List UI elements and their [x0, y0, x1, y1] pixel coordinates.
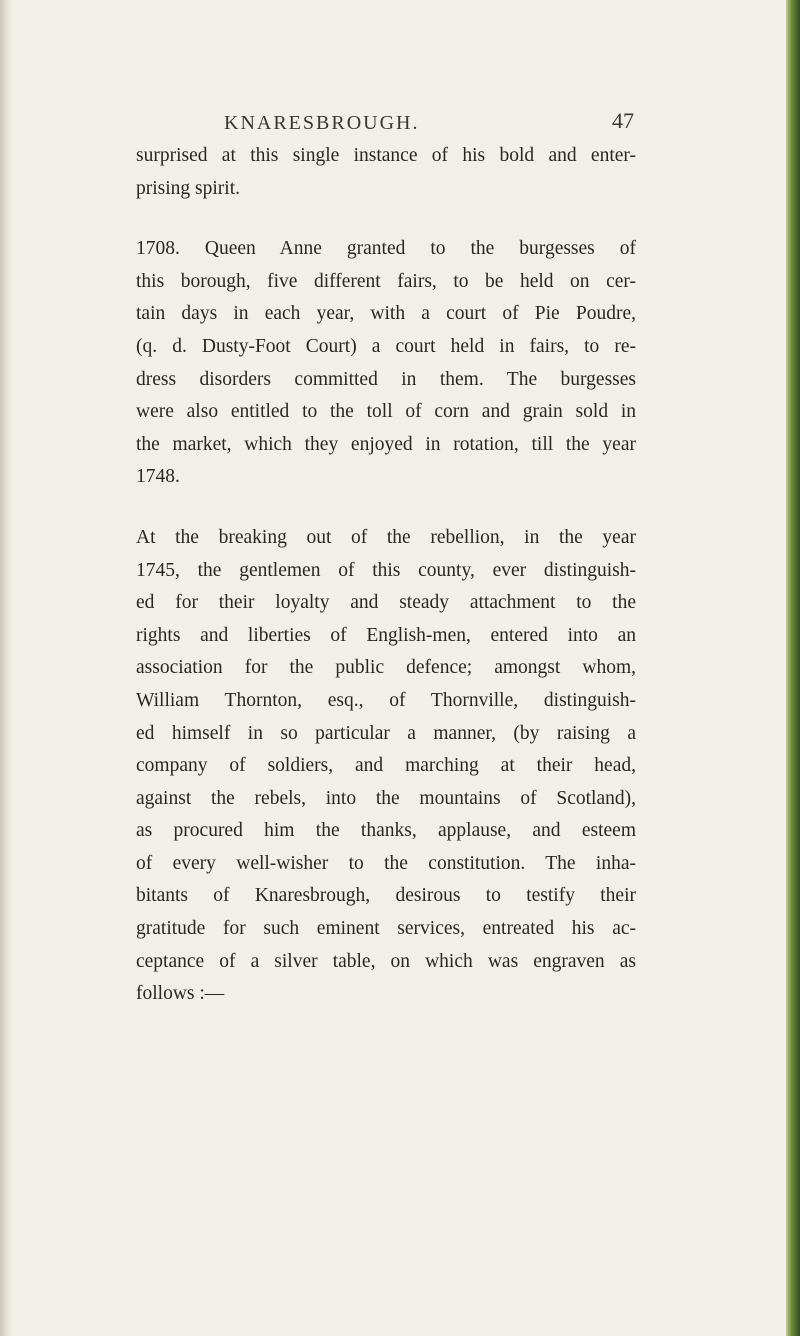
text-line: 1748. [136, 466, 180, 488]
text-line: At the breaking out of the rebellion, in the year [136, 526, 636, 548]
text-line: 1745, the gentlemen of this county, ever distinguish- [136, 559, 636, 581]
text-line: William Thornton, esq., of Thornville, distinguish- [136, 689, 636, 711]
paragraph-2 [136, 233, 636, 494]
paragraph-3 [136, 522, 636, 1011]
text-line: gratitude for such eminent services, entreated his ac- [136, 918, 636, 940]
text-line: tain days in each year, with a court of Pie Poudre, [136, 303, 636, 325]
text-line: bitants of Knaresbrough, desirous to testify their [136, 885, 636, 907]
text-line: (q. d. Dusty-Foot Court) a court held in fairs, to re- [136, 335, 636, 357]
text-line: prising spirit. [136, 177, 241, 199]
text-line: this borough, five different fairs, to be held on cer- [136, 270, 636, 292]
body-text [136, 140, 636, 1011]
text-line: ed for their loyalty and steady attachment to the [136, 592, 636, 614]
book-cover-edge [786, 0, 800, 1336]
text-line: surprised at this single instance of his bold and enter- [136, 145, 636, 166]
text-line: rights and liberties of English-men, entered into an [136, 624, 636, 646]
text-line: association for the public defence; amongst whom, [136, 657, 636, 679]
text-line: follows :— [136, 983, 225, 1005]
text-line: dress disorders committed in them. The burgesses [136, 368, 636, 390]
running-head: KNARESBROUGH. [224, 112, 420, 134]
text-line: as procured him the thanks, applause, and esteem [136, 820, 636, 842]
text-line: ed himself in so particular a manner, (by raising a [136, 722, 636, 744]
text-line: the market, which they enjoyed in rotation, till the year [136, 433, 636, 455]
text-line: against the rebels, into the mountains of Scotland), [136, 787, 636, 809]
text-line: company of soldiers, and marching at their head, [136, 755, 636, 777]
paragraph-1 [136, 140, 636, 205]
text-line: were also entitled to the toll of corn and grain sold in [136, 401, 636, 423]
text-line: of every well-wisher to the constitution. The inha- [136, 852, 636, 874]
text-line: ceptance of a silver table, on which was engraven as [136, 950, 636, 972]
page-number: 47 [612, 108, 634, 133]
text-line: 1708. Queen Anne granted to the burgesses of [136, 238, 636, 260]
